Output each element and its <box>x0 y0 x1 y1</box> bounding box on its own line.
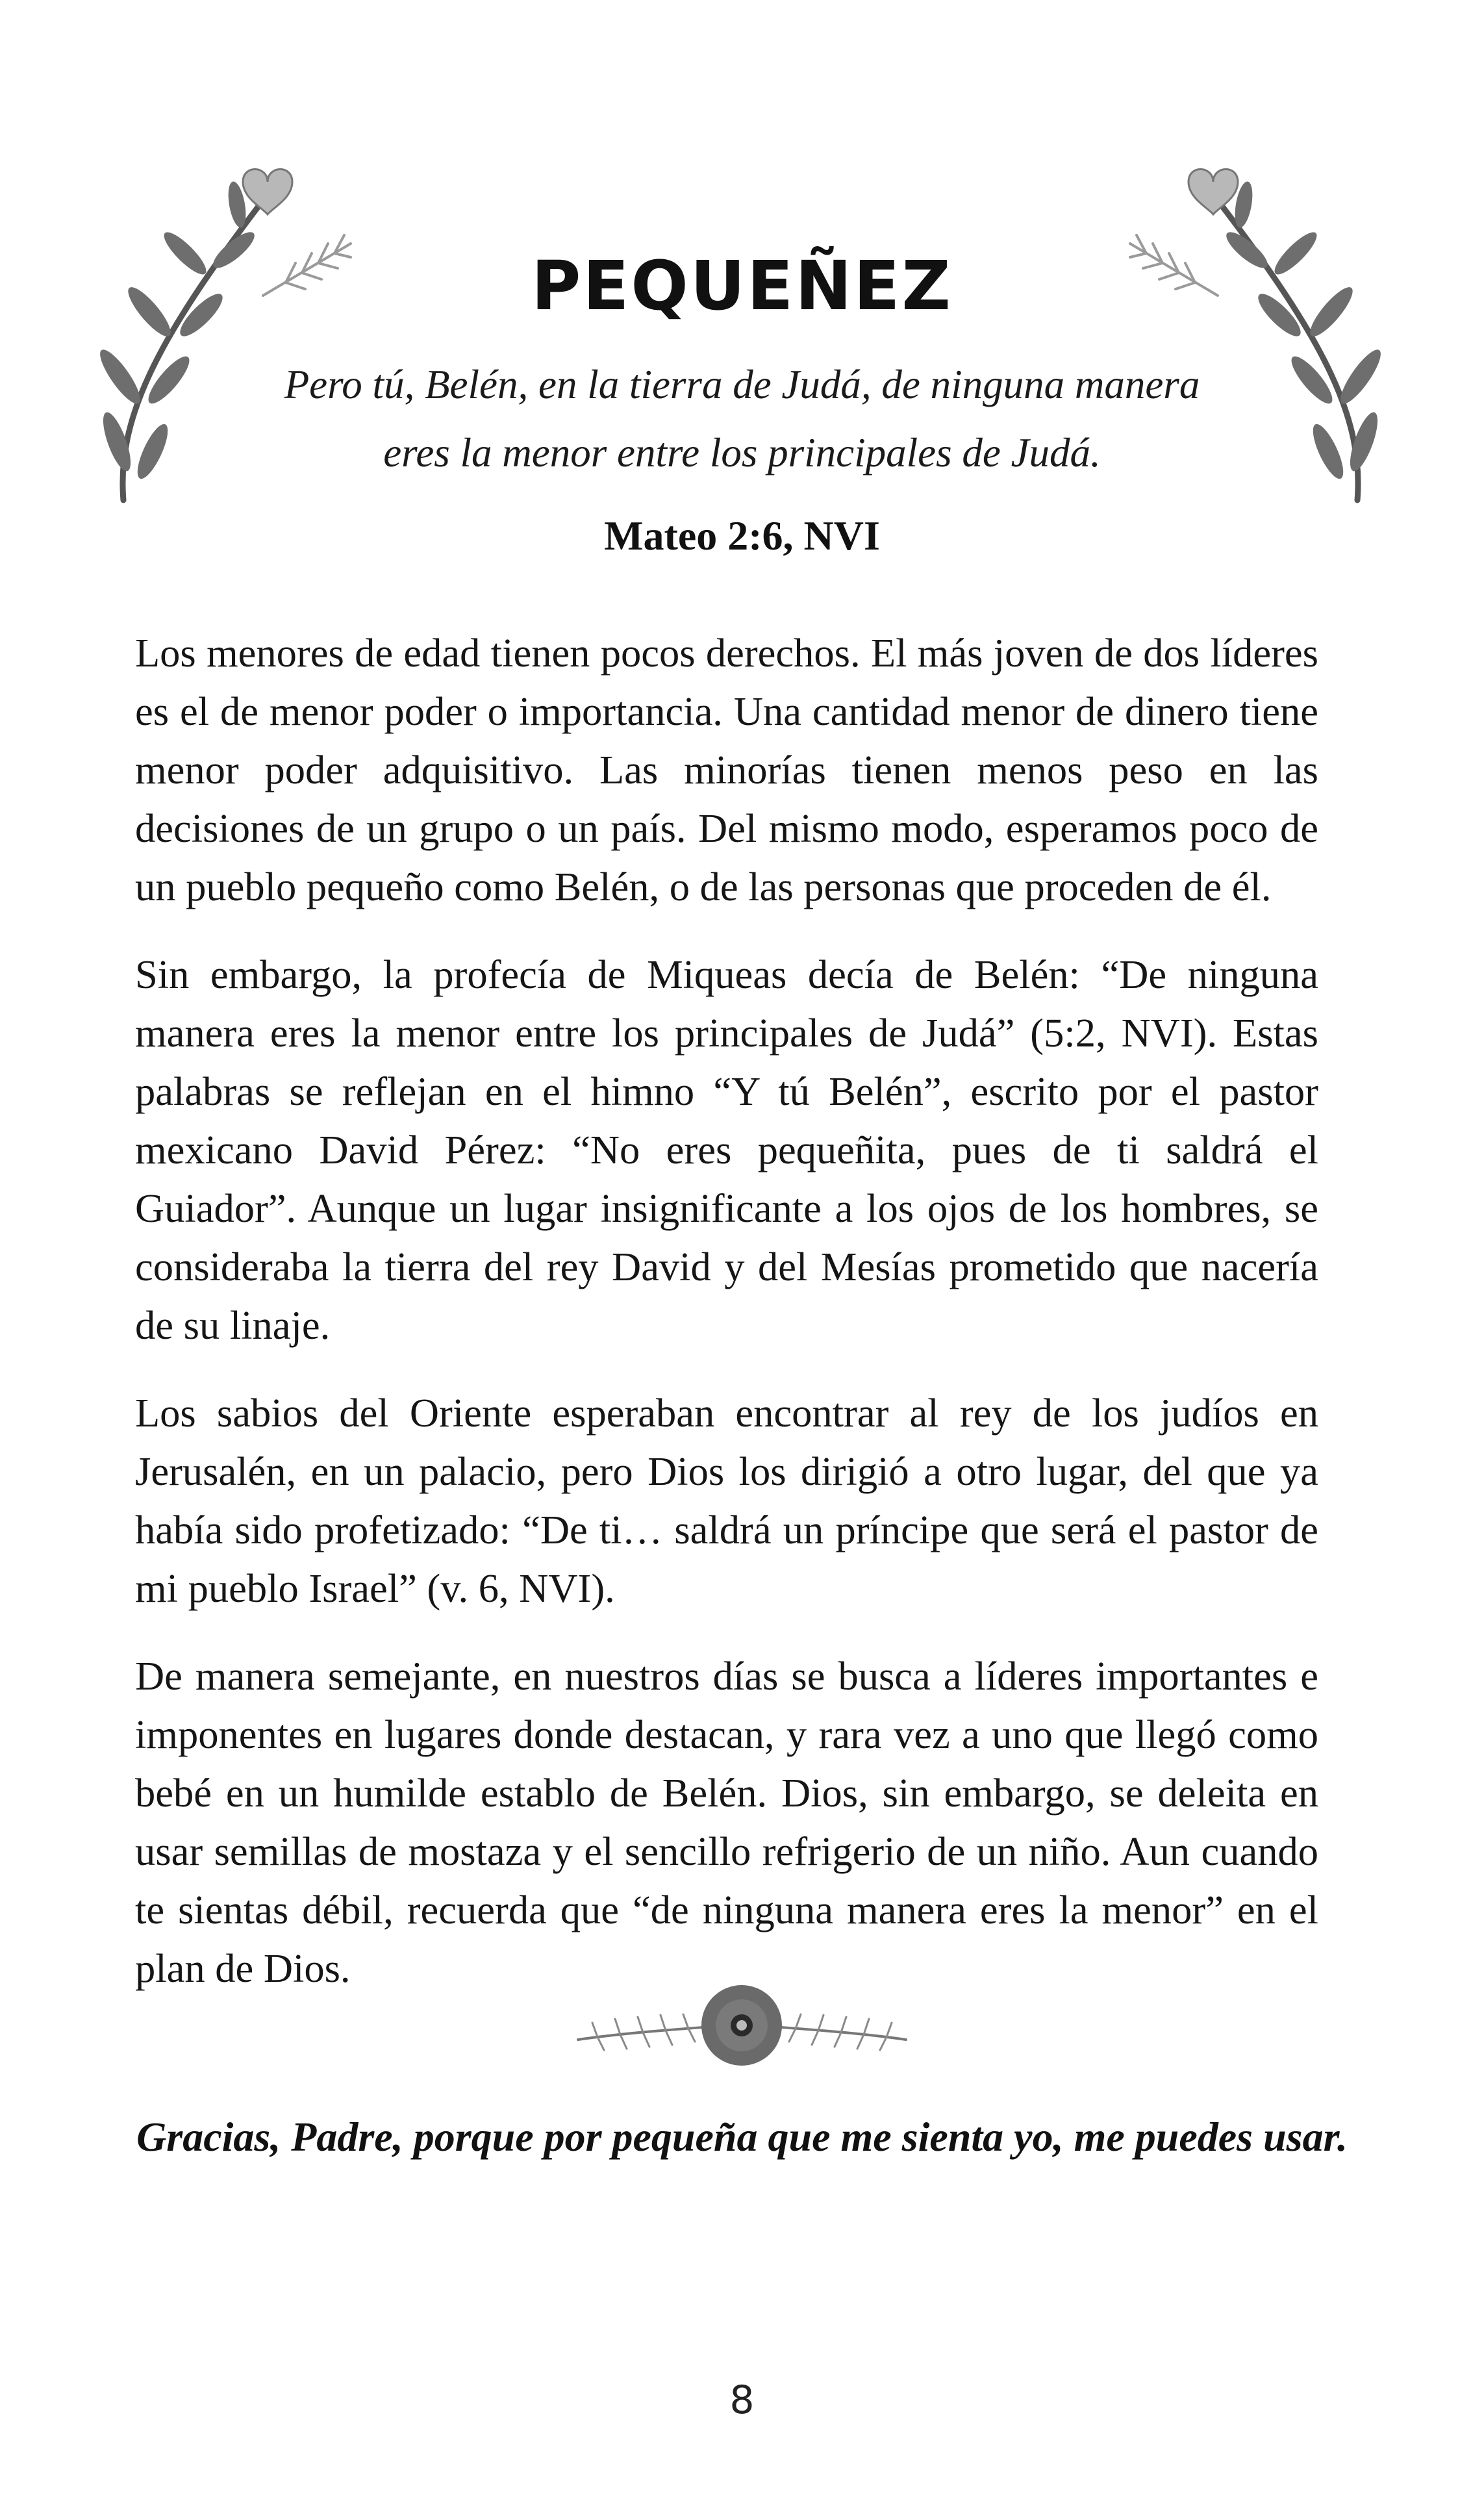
paragraph-3: Los sabios del Oriente esperaban encontrar al rey de los judíos en Jerusalén, en un palacio, pero Dios los dirigió a otro lugar, del que ya había sido profetizado: “De ti… saldrá un príncipe que será el pastor de mi pueblo Israel” (v. 6, NVI). <box>135 1390 1318 1611</box>
scripture-reference: Mateo 2:6, NVI <box>604 513 880 559</box>
page-title: PEQUEÑEZ <box>531 246 953 325</box>
epigraph-quote <box>260 351 1224 487</box>
closing-prayer: Gracias, Padre, porque por pequeña que me sienta yo, me puedes usar. <box>136 2114 1348 2160</box>
paragraph-4: De manera semejante, en nuestros días se busca a líderes importantes e imponentes en lugares donde destacan, y rara vez a uno que llegó como bebé en un humilde establo de Belén. Dios, sin embargo, se deleita en usar semillas de mostaza y el sencillo refrigerio de un niño. Aun cuando te sientas débil, recuerda que “de ninguna manera eres la menor” en el plan de Dios. <box>135 1653 1318 1991</box>
paragraph-1: Los menores de edad tienen pocos derechos. El más joven de dos líderes es el de menor poder o importancia. Una cantidad menor de dinero tiene menor poder adquisitivo. Las minorías tienen menos peso en las decisiones de un grupo o un país. Del mismo modo, esperamos poco de un pueblo pequeño como Belén, o de las personas que proceden de él. <box>135 630 1318 909</box>
flower-divider-icon <box>565 1981 919 2072</box>
epigraph-line-1: Pero tú, Belén, en la tierra de Judá, de ninguna manera <box>284 362 1200 407</box>
epigraph-line-2: eres la menor entre los principales de Judá. <box>383 430 1101 475</box>
body-text <box>135 624 1318 2027</box>
page-number: 8 <box>729 2377 755 2423</box>
paragraph-2: Sin embargo, la profecía de Miqueas decía de Belén: “De ninguna manera eres la menor entre los principales de Judá” (5:2, NVI). Estas palabras se reflejan en el himno “Y tú Belén”, escrito por el pastor mexicano David Pérez: “No eres pequeñita, pues de ti saldrá el Guiador”. Aunque un lugar insignificante a los ojos de los hombres, se consideraba la tierra del rey David y del Mesías prometido que nacería de su linaje. <box>135 952 1318 1348</box>
